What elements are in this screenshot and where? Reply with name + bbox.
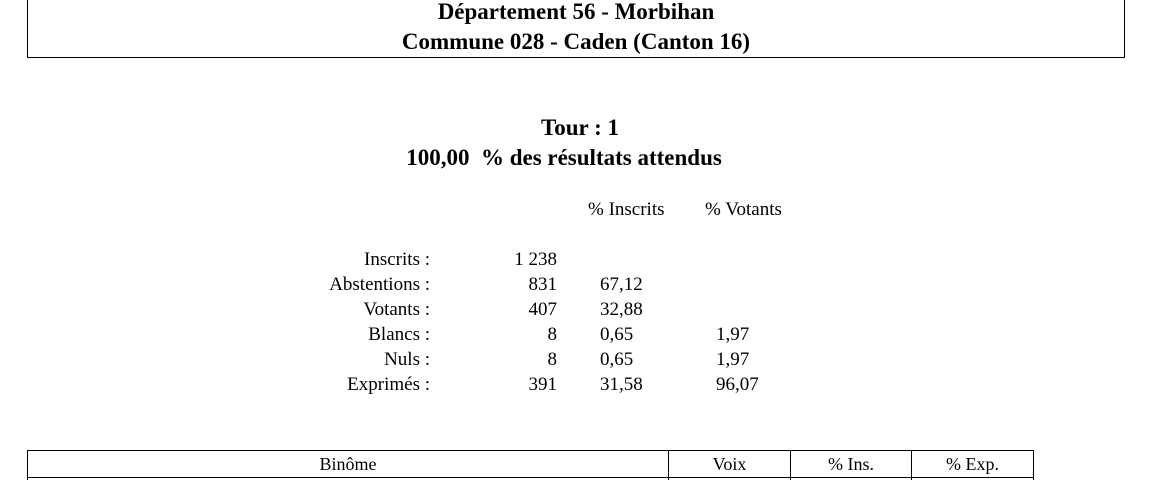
header-box bbox=[27, 0, 1125, 58]
column-header-pct-inscrits: % Inscrits bbox=[588, 199, 665, 220]
candidates-table-header-row bbox=[28, 451, 1034, 478]
stat-label: Votants : bbox=[363, 299, 430, 320]
stat-value: 8 bbox=[547, 349, 557, 370]
stat-pct-inscrits: 32,88 bbox=[600, 299, 643, 320]
stat-value: 8 bbox=[547, 324, 557, 345]
results-expected-value: 100,00 bbox=[406, 145, 470, 170]
stat-row-votants bbox=[0, 298, 1160, 323]
stat-label: Nuls : bbox=[384, 349, 430, 370]
stat-value: 1 238 bbox=[514, 249, 557, 270]
column-header-voix: Voix bbox=[669, 451, 791, 478]
stat-label: Abstentions : bbox=[329, 274, 430, 295]
column-header-pct-exp: % Exp. bbox=[912, 451, 1034, 478]
stat-row-abstentions bbox=[0, 273, 1160, 298]
results-expected bbox=[0, 144, 1144, 172]
stat-pct-votants: 96,07 bbox=[716, 374, 759, 395]
commune-title: Commune 028 - Caden (Canton 16) bbox=[401, 29, 751, 54]
stat-value: 407 bbox=[528, 299, 557, 320]
stat-pct-inscrits: 67,12 bbox=[600, 274, 643, 295]
stat-value: 391 bbox=[528, 374, 557, 395]
departement-title: Département 56 - Morbihan bbox=[437, 0, 715, 24]
column-header-binome: Binôme bbox=[28, 451, 669, 478]
stat-pct-inscrits: 0,65 bbox=[600, 349, 634, 370]
stat-pct-votants: 1,97 bbox=[716, 349, 750, 370]
stat-label: Exprimés : bbox=[347, 374, 430, 395]
results-expected-label: % des résultats attendus bbox=[480, 145, 722, 170]
stat-pct-inscrits: 31,58 bbox=[600, 374, 643, 395]
tour-title: Tour : 1 bbox=[541, 115, 619, 140]
column-header-pct-votants: % Votants bbox=[705, 199, 782, 220]
stat-row-inscrits bbox=[0, 248, 1160, 273]
stat-row-exprimes bbox=[0, 373, 1160, 398]
stat-pct-inscrits: 0,65 bbox=[600, 324, 634, 345]
column-header-pct-ins: % Ins. bbox=[791, 451, 912, 478]
stat-label: Blancs : bbox=[368, 324, 430, 345]
stat-value: 831 bbox=[528, 274, 557, 295]
candidates-table bbox=[27, 450, 1034, 480]
stat-row-blancs bbox=[0, 323, 1160, 348]
stat-row-nuls bbox=[0, 348, 1160, 373]
stat-label: Inscrits : bbox=[364, 249, 430, 270]
stat-pct-votants: 1,97 bbox=[716, 324, 750, 345]
